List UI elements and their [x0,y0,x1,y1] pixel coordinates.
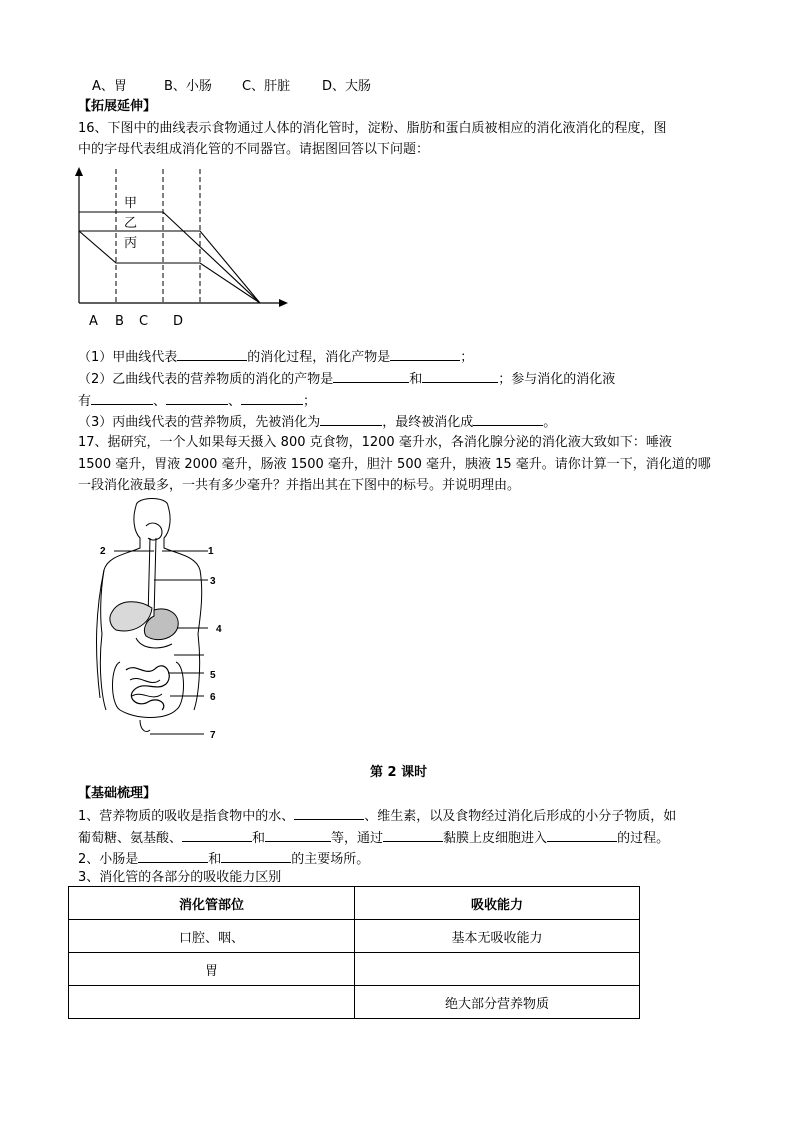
rectum [140,720,150,732]
large-intestine [113,662,184,718]
absorption-table [68,886,640,1019]
blank-6[interactable] [166,391,228,405]
tick-d: D [173,314,184,329]
q16-sub3-text-a: （3）丙曲线代表的营养物质，先被消化为 [78,415,321,430]
basic-line-3 [78,849,369,869]
cell-capacity[interactable] [355,953,640,986]
section-basic: 【基础梳理】 [78,786,157,801]
cell-capacity: 基本无吸收能力 [355,920,640,953]
basic-l2-text-b: 和 [252,831,266,846]
mouth [146,523,162,540]
q16-text-1: 16、下图中的曲线表示食物通过人体的消化管时，淀粉、脂肪和蛋白质被相应的消化液消化的程度，图 [78,121,667,136]
blank-14[interactable] [547,828,617,842]
q16-sub1-text-b: 的消化过程，消化产物是 [247,350,391,365]
q16-sub2-text-f: 、 [228,394,242,409]
label-1: 1 [208,546,214,557]
cell-capacity: 绝大部分营养物质 [355,986,640,1019]
option-c: C、肝脏 [242,79,291,94]
q16-sub3 [78,412,556,432]
basic-l3-text-a: 2、小肠是 [78,852,139,867]
basic-l1-text-a: 1、营养物质的吸收是指食物中的水、 [78,809,295,824]
lesson-2-title: 第 2 课时 [370,765,428,780]
basic-l2-text-d: 黏膜上皮细胞进入 [443,831,548,846]
blank-15[interactable] [138,849,208,863]
curve-bing [79,231,260,303]
q16-sub2 [78,369,615,389]
q16-sub1-text-a: （1）甲曲线代表 [78,350,178,365]
q16-sub3-text-b: ，最终被消化成 [382,415,474,430]
tick-b: B [115,314,124,329]
label-4: 4 [216,624,222,635]
q16-sub2-cont [78,391,316,411]
small-intestine [126,666,169,710]
basic-l1-text-b: 、维生素，以及食物经过消化后形成的小分子物质，如 [364,809,677,824]
basic-l2-text-e: 的过程。 [617,831,670,846]
left-arm [97,570,104,698]
curve-jia [79,212,260,303]
basic-l3-text-b: 和 [208,852,222,867]
table-row [69,920,640,953]
label-jia: 甲 [124,196,138,211]
q17-text-2: 1500 毫升，胃液 2000 毫升，肠液 1500 毫升，胆汁 500 毫升，胰液 15 毫升。请你计算一下，消化道的哪 [78,457,711,472]
y-axis-arrow [75,167,83,176]
cell-part[interactable] [69,986,355,1019]
label-5: 5 [210,670,216,681]
option-b: B、小肠 [164,79,212,94]
label-6: 6 [210,692,216,703]
cell-part: 胃 [69,953,355,986]
label-7: 7 [210,730,216,741]
q16-sub2-text-b: 和 [409,372,423,387]
basic-l2-text-a: 葡萄糖、氨基酸、 [78,831,183,846]
basic-line-2 [78,828,669,848]
tick-c: C [139,314,149,329]
q15-options [92,78,371,96]
blank-10[interactable] [294,806,364,820]
blank-1[interactable] [177,347,247,361]
blank-9[interactable] [473,412,543,426]
q16-sub2-text-g: ； [303,394,317,409]
blank-12[interactable] [265,828,331,842]
q17-text-1: 17、据研究，一个人如果每天摄入 800 克食物，1200 毫升水，各消化腺分泌的消化液大致如下：唾液 [78,435,672,450]
label-2: 2 [100,546,106,557]
cell-part: 口腔、咽、 [69,920,355,953]
curve-yi [79,231,260,303]
basic-l2-text-c: 等，通过 [331,831,384,846]
q17-text-3: 一段消化液最多，一共有多少毫升？并指出其在下图中的标号。并说明理由。 [78,478,521,493]
basic-l3-text-c: 的主要场所。 [291,852,370,867]
digestion-chart [70,165,300,335]
x-axis-arrow [279,299,288,307]
torso-lower [100,634,199,710]
q16-sub1-text-c: ； [460,350,474,365]
blank-11[interactable] [182,828,252,842]
q16-sub3-text-c: 。 [543,415,557,430]
blank-16[interactable] [221,849,291,863]
q16-sub2-text-a: （2）乙曲线代表的营养物质的消化的产物是 [78,372,334,387]
option-d: D、大肠 [322,79,372,94]
blank-5[interactable] [91,391,153,405]
blank-2[interactable] [390,347,460,361]
q16-text-2: 中的字母代表组成消化管的不同器官。请据图回答以下问题： [78,142,430,157]
option-a: A、胃 [92,79,127,94]
blank-4[interactable] [422,369,498,383]
table-header-row [69,887,640,920]
basic-line-1 [78,806,676,826]
blank-13[interactable] [383,828,443,842]
header-part: 消化管部位 [69,887,355,920]
table-row [69,986,640,1019]
q16-sub2-text-c: ；参与消化的消化液 [498,372,616,387]
table-row [69,953,640,986]
digestive-system-figure [96,498,256,748]
q16-sub1 [78,347,473,367]
q16-sub2-text-e: 、 [153,394,167,409]
label-3: 3 [210,576,216,587]
section-extension: 【拓展延伸】 [78,99,157,114]
label-yi: 乙 [124,216,138,231]
blank-8[interactable] [320,412,382,426]
q16-sub2-text-d: 有 [78,394,92,409]
blank-3[interactable] [333,369,409,383]
blank-7[interactable] [241,391,303,405]
header-capacity: 吸收能力 [355,887,640,920]
label-bing: 丙 [124,236,138,251]
tick-a: A [89,314,98,329]
basic-line-4: 3、消化管的各部分的吸收能力区别 [78,870,282,885]
